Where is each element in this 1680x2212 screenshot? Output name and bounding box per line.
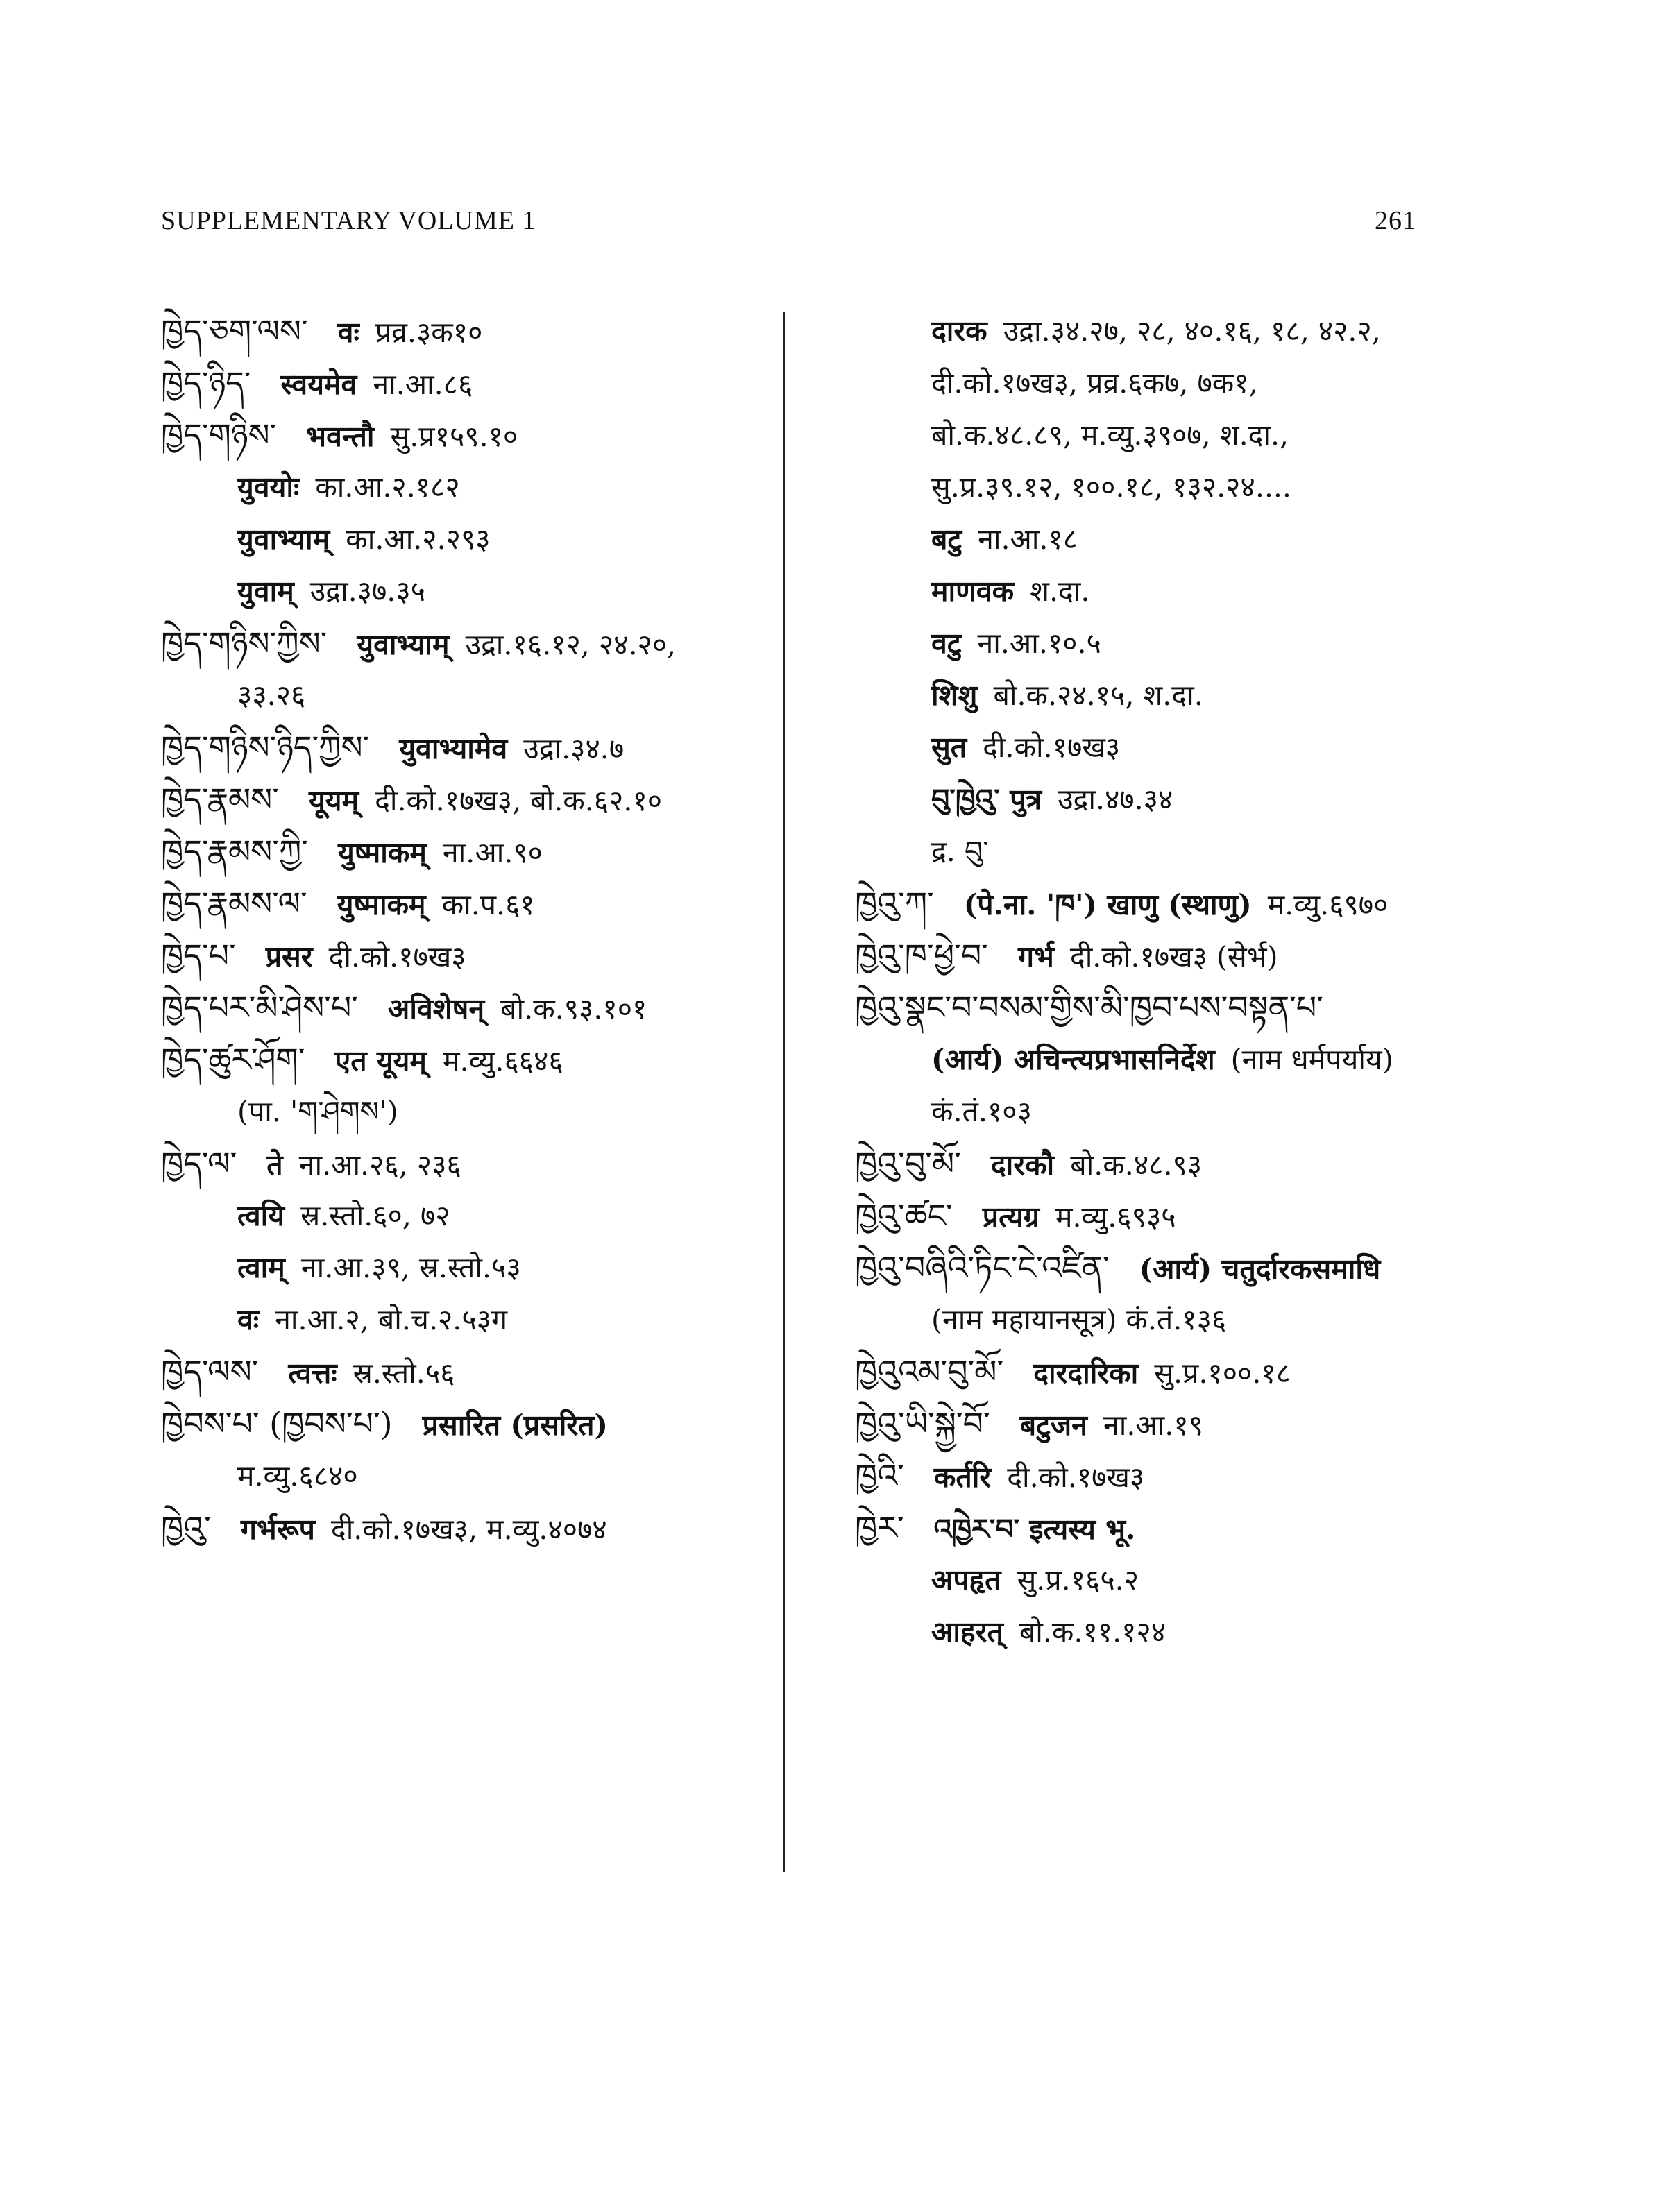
dictionary-entry xyxy=(161,982,772,1034)
dictionary-entry xyxy=(855,1554,1466,1606)
source-reference: दी.को.१७ख३, प्रव्र.६क७, ७क१, xyxy=(931,366,1258,400)
tibetan-headword: ཁྱེའུ་བུ་མོ་ xyxy=(855,1145,961,1182)
dictionary-entry xyxy=(855,1294,1466,1346)
sanskrit-term: युष्माकम् xyxy=(337,888,426,921)
sanskrit-term: བུ་ཁྱེའུ་ पुत्र xyxy=(931,783,1042,816)
dictionary-entry xyxy=(161,774,772,826)
left-column xyxy=(161,305,772,1554)
dictionary-entry xyxy=(855,305,1466,357)
source-reference: स्र.स्तो.६०, ७२ xyxy=(300,1199,450,1232)
tibetan-headword: ཁྱེད་གཉིས་ཀྱིས་ xyxy=(161,624,328,662)
source-reference: ना.आ.१९ xyxy=(1103,1409,1203,1442)
sanskrit-term: युवाभ्याम् xyxy=(357,628,450,661)
tibetan-headword: ཁྱེད་ཅག་ལས་ xyxy=(161,312,308,350)
source-reference: का.आ.२.१८२ xyxy=(315,470,460,504)
sanskrit-term: अपहृत xyxy=(931,1563,1001,1597)
running-head-title: SUPPLEMENTARY VOLUME 1 xyxy=(161,206,536,235)
source-reference: (नाम धर्मपर्याय) xyxy=(1230,1043,1393,1076)
source-reference: ना.आ.८६ xyxy=(373,368,473,401)
source-reference: सु.प्र.१६५.२ xyxy=(1017,1563,1139,1597)
sanskrit-term: युवाभ्यामेव xyxy=(399,732,508,765)
page-number: 261 xyxy=(1375,206,1416,235)
dictionary-entry xyxy=(161,1502,772,1554)
source-reference: म.व्यु.६९३५ xyxy=(1055,1200,1176,1234)
source-reference: सु.प्र.१००.१८ xyxy=(1154,1356,1291,1390)
tibetan-headword: ཁྱེའུ་ཁ་ཕྱེ་བ་ xyxy=(855,937,988,974)
dictionary-entry xyxy=(855,1450,1466,1502)
source-reference: बो.क.९३.१०१ xyxy=(500,992,647,1026)
dictionary-entry xyxy=(161,1034,772,1086)
sanskrit-term: एत यूयम् xyxy=(334,1044,427,1078)
dictionary-entry xyxy=(855,357,1466,409)
sanskrit-term: प्रसर xyxy=(265,940,313,973)
tibetan-headword: ཁྱེད་གཉིས་ xyxy=(161,416,277,454)
tibetan-headword: ཁྱེད་རྣམས་ཀྱི་ xyxy=(161,833,308,870)
source-reference: ना.आ.१०.५ xyxy=(977,627,1101,660)
dictionary-entry xyxy=(161,305,772,357)
right-column xyxy=(855,305,1466,1658)
sanskrit-term: युवयोः xyxy=(237,470,300,504)
sanskrit-term: दारकौ xyxy=(990,1148,1055,1182)
dictionary-entry xyxy=(855,722,1466,774)
sanskrit-term: भवन्तौ xyxy=(306,420,375,453)
sanskrit-term: शिशु xyxy=(931,679,978,712)
sanskrit-term: प्रसारित (प्रसरित) xyxy=(422,1409,608,1442)
dictionary-entry xyxy=(161,618,772,670)
dictionary-entry xyxy=(161,1190,772,1242)
dictionary-entry xyxy=(161,1242,772,1294)
dictionary-entry xyxy=(855,565,1466,618)
sanskrit-term: आहरत् xyxy=(931,1615,1003,1649)
sanskrit-term: कर्तरि xyxy=(933,1461,992,1494)
sanskrit-term: बटुजन xyxy=(1019,1409,1087,1442)
tibetan-headword: ཁྱེའུ་ཚང་ xyxy=(855,1197,953,1234)
dictionary-entry xyxy=(855,618,1466,670)
tibetan-headword: ཁྱེའུ་བཞིའི་ཏིང་ངེ་འཛིན་ xyxy=(855,1249,1110,1286)
column-divider xyxy=(783,312,785,1872)
sanskrit-term: यूयम् xyxy=(308,784,359,817)
dictionary-entry xyxy=(161,1398,772,1450)
source-reference: उद्रा.३७.३५ xyxy=(309,575,425,608)
tibetan-headword: ཁྱེད་རྣམས་ལ་ xyxy=(161,885,307,922)
sanskrit-term: गर्भरूप xyxy=(240,1513,315,1546)
sanskrit-term: त्वत्तः xyxy=(288,1356,337,1390)
source-reference: कं.तं.१०३ xyxy=(931,1095,1032,1128)
sanskrit-term: वः xyxy=(337,316,359,349)
tibetan-headword: ཁྱེད་ཚུར་ཤོག་ xyxy=(161,1041,305,1078)
tibetan-headword: ཁྱེད་ལས་ xyxy=(161,1353,259,1390)
tibetan-headword: ཁྱེའུ་སྣང་བ་བསམ་གྱིས་མི་ཁྱབ་པས་བསྟན་པ་ xyxy=(855,989,1323,1026)
sanskrit-term: (पे.ना. 'ཁ') खाणु (स्थाणु) xyxy=(963,888,1252,921)
source-reference: बो.क.४८.९३ xyxy=(1070,1148,1203,1182)
sanskrit-term: युवाभ्याम् xyxy=(237,522,330,556)
dictionary-entry xyxy=(855,878,1466,930)
dictionary-entry xyxy=(855,1346,1466,1398)
source-reference: बो.क.११.१२४ xyxy=(1019,1615,1166,1649)
tibetan-headword: ཁྱེད་གཉིས་ཉིད་ཀྱིས་ xyxy=(161,729,370,766)
tibetan-headword: ཁྱེའུའམ་བུ་མོ་ xyxy=(855,1353,1004,1390)
dictionary-entry xyxy=(855,1398,1466,1450)
source-reference: प्रव्र.३क१० xyxy=(375,316,483,349)
source-reference: दी.को.१७ख३, म.व्यु.४०७४ xyxy=(330,1513,607,1546)
dictionary-entry xyxy=(855,1502,1466,1554)
dictionary-entry xyxy=(855,774,1466,826)
source-reference: दी.को.१७ख३, बो.क.६२.१० xyxy=(375,784,663,817)
source-reference: उद्रा.१६.१२, २४.२०, xyxy=(465,628,677,661)
source-reference: दी.को.१७ख३ xyxy=(1007,1461,1145,1494)
dictionary-entry xyxy=(161,1138,772,1190)
sanskrit-term: दारक xyxy=(931,314,987,348)
source-reference: ना.आ.१८ xyxy=(978,522,1078,556)
tibetan-headword: ཁྱེར་ xyxy=(855,1509,904,1547)
source-reference: दी.को.१७ख३ (सेर्भ) xyxy=(1069,940,1278,973)
sanskrit-term: वटु xyxy=(931,627,962,660)
source-reference: ना.आ.२६, २३६ xyxy=(298,1148,461,1182)
source-reference: म.व्यु.६९७० xyxy=(1267,888,1389,921)
sanskrit-term: प्रत्यग्र xyxy=(982,1200,1040,1234)
source-reference: ३३.२६ xyxy=(237,679,306,712)
sanskrit-term: बटु xyxy=(931,522,962,556)
source-reference: का.प.६१ xyxy=(441,888,535,921)
source-reference: म.व्यु.६६४६ xyxy=(442,1044,563,1078)
source-reference: बो.क.२४.१५, श.दा. xyxy=(993,679,1203,712)
tibetan-headword: ཁྱེའུ་ཡི་སྐྱེ་བོ་ xyxy=(855,1405,990,1443)
sanskrit-term: वः xyxy=(237,1303,260,1336)
source-reference: का.आ.२.२९३ xyxy=(346,522,491,556)
sanskrit-term: युष्माकम् xyxy=(337,836,427,869)
dictionary-entry xyxy=(161,513,772,565)
dictionary-entry xyxy=(161,930,772,982)
source-reference: उद्रा.३४.२७, २८, ४०.१६, १८, ४२.२, xyxy=(1003,314,1381,348)
dictionary-entry xyxy=(855,1190,1466,1242)
sanskrit-term: स्वयमेव xyxy=(280,368,357,401)
source-reference: स्र.स्तो.५६ xyxy=(353,1356,455,1390)
sanskrit-term: गर्भ xyxy=(1017,940,1054,973)
dictionary-entry xyxy=(855,982,1466,1034)
source-reference: सु.प्र.३९.१२, १००.१८, १३२.२४.... xyxy=(931,470,1291,504)
dictionary-entry xyxy=(855,513,1466,565)
dictionary-entry xyxy=(855,461,1466,513)
dictionary-entry xyxy=(855,1606,1466,1658)
source-reference: दी.को.१७ख३ xyxy=(983,731,1121,764)
tibetan-headword: ཁྱེབས་པ་ (ཁྱབས་པ་) xyxy=(161,1405,393,1443)
source-reference: म.व्यु.६८४० xyxy=(237,1459,358,1492)
dictionary-entry xyxy=(161,878,772,930)
source-reference: बो.क.४८.८९, म.व्यु.३९०७, श.दा., xyxy=(931,418,1289,452)
dictionary-entry xyxy=(161,670,772,722)
sanskrit-term: दारदारिका xyxy=(1033,1356,1139,1390)
source-reference: ना.आ.२, बो.च.२.५३ग xyxy=(275,1303,508,1336)
source-reference: दी.को.१७ख३ xyxy=(328,940,466,973)
sanskrit-term: त्वयि xyxy=(237,1199,285,1232)
source-reference: उद्रा.३४.७ xyxy=(523,732,625,765)
dictionary-entry xyxy=(161,1346,772,1398)
tibetan-headword: ཁྱེད་ཉིད་ xyxy=(161,364,251,402)
tibetan-headword: ཁྱེད་ལ་ xyxy=(161,1145,237,1182)
tibetan-headword: ཁྱེའི་ xyxy=(855,1457,904,1495)
sanskrit-term: युवाम् xyxy=(237,575,294,608)
dictionary-entry xyxy=(161,1450,772,1502)
source-reference: (नाम महायानसूत्र) कं.तं.१३६ xyxy=(931,1303,1227,1336)
sanskrit-term: (आर्य) चतुर्दारकसमाधि xyxy=(1139,1252,1381,1286)
sanskrit-term: माणवक xyxy=(931,575,1015,608)
dictionary-entry xyxy=(855,930,1466,982)
sanskrit-term: ते xyxy=(266,1148,283,1182)
dictionary-entry xyxy=(161,1294,772,1346)
dictionary-entry xyxy=(855,1138,1466,1190)
tibetan-headword: ཁྱེའུ་ xyxy=(161,1509,211,1547)
dictionary-entry xyxy=(161,409,772,461)
sanskrit-term: अविशेषन् xyxy=(388,992,485,1026)
source-reference: ना.आ.३९, स्र.स्तो.५३ xyxy=(300,1251,521,1284)
dictionary-entry xyxy=(161,461,772,513)
sanskrit-term: འཁྱེར་བ་ इत्यस्य भू. xyxy=(933,1513,1136,1546)
source-reference: उद्रा.४७.३४ xyxy=(1058,783,1173,816)
dictionary-entry xyxy=(855,1034,1466,1086)
dictionary-entry xyxy=(855,826,1466,878)
dictionary-entry xyxy=(855,670,1466,722)
dictionary-entry xyxy=(855,1086,1466,1138)
dictionary-entry xyxy=(855,409,1466,461)
source-reference: द्र. བུ་ xyxy=(931,835,989,868)
dictionary-entry xyxy=(161,357,772,409)
sanskrit-term: सुत xyxy=(931,731,967,764)
sanskrit-term: त्वाम् xyxy=(237,1251,285,1284)
dictionary-entry xyxy=(161,722,772,774)
source-reference: श.दा. xyxy=(1030,575,1090,608)
dictionary-entry xyxy=(855,1242,1466,1294)
tibetan-headword: ཁྱེད་པ་ xyxy=(161,937,236,974)
source-reference: (पा. 'ག་ཤེགས') xyxy=(237,1095,398,1128)
tibetan-headword: ཁྱེའུ་ཀ་ xyxy=(855,885,934,922)
dictionary-entry xyxy=(161,1086,772,1138)
tibetan-headword: ཁྱེད་རྣམས་ xyxy=(161,781,279,818)
dictionary-entry xyxy=(161,826,772,878)
tibetan-headword: ཁྱེད་པར་མི་ཤེས་པ་ xyxy=(161,989,358,1026)
sanskrit-term: (आर्य) अचिन्त्यप्रभासनिर्देश xyxy=(931,1043,1215,1076)
source-reference: ना.आ.९० xyxy=(442,836,543,869)
dictionary-entry xyxy=(161,565,772,618)
source-reference: सु.प्र१५९.१० xyxy=(390,420,518,453)
